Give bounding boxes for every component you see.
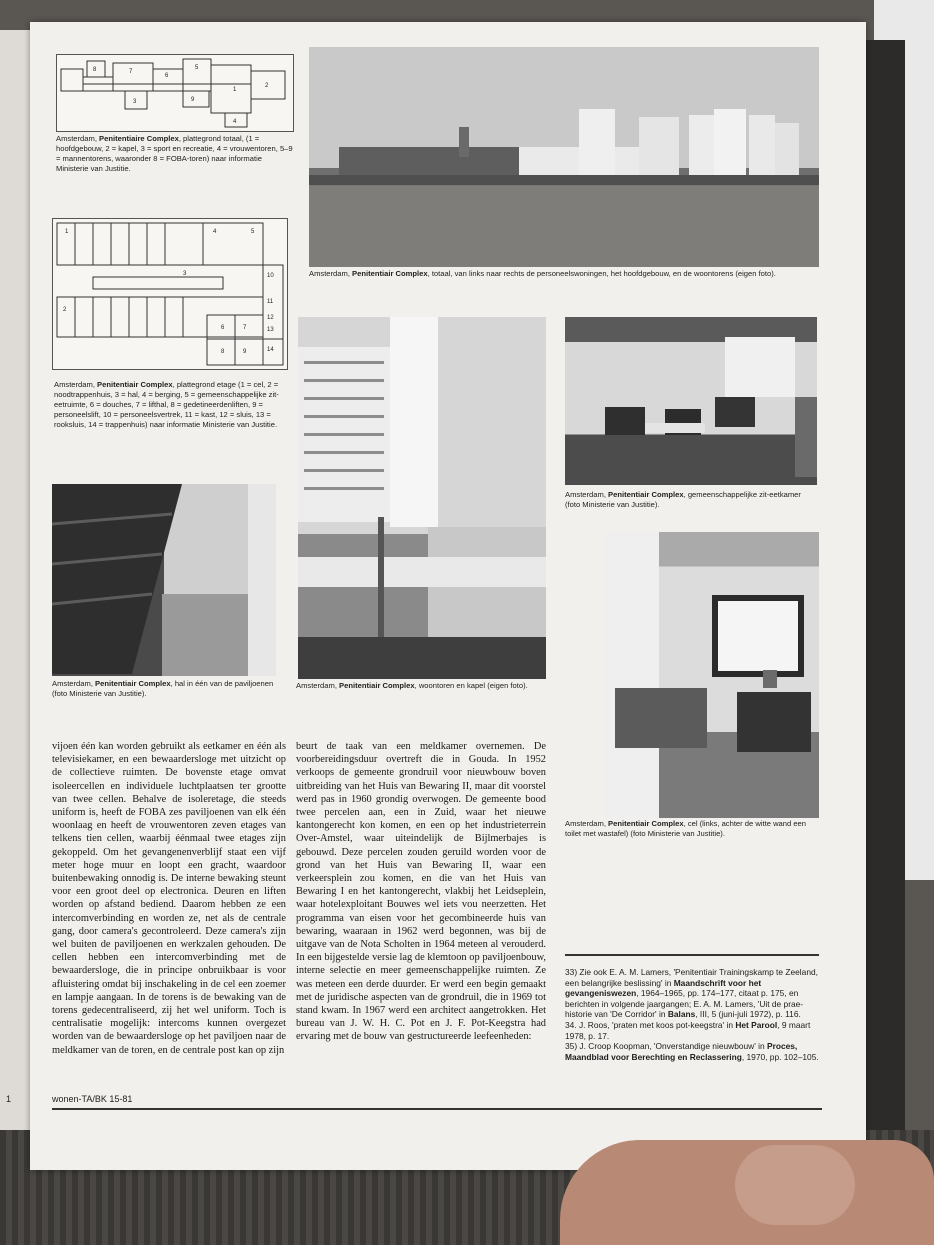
footnote-35: 35) J. Croop Koopman, 'Onverstandige nieuwbouw' in Proces, Maandblad voor Berechting en Reclassering, 1970, pp. 102–105.	[565, 1041, 819, 1062]
plan2-num: 1	[65, 229, 69, 235]
plan2-num: 5	[251, 229, 255, 235]
footnote-33: 33) Zie ook E. A. M. Lamers, 'Penitentiair Trainingskamp te Zeeland, een belangrijke beslissing' in Maandschrift voor het gevangeniswezen, 1964–1965, pp. 174–177, citaat p. 175, en berichten in volgende jaargangen; E. A. M. Lamers, 'Uit de prae-historie van 'De Corridor' in Balans, III, 5 (juni-juli 1972), p. 116.	[565, 967, 818, 1020]
photo-tower-chapel	[298, 317, 546, 679]
journal-footer: wonen-TA/BK 15-81	[52, 1094, 133, 1104]
body-column-2: beurt de taak van een meldkamer overnemen. De voorbereidingsduur overtreft die in Gouda. In 1952 verkoops de gemeente grondruil voor nieuwbouw boven uitbreiding van het Huis van Bewaring II, maar dit voorstel werd pas in 1960 grondig overwogen. De gemeente bood twee percelen aan, een in Zuid, waar het nieuwe kantongerecht kon komen, en een op het industrieterrein Over-Amstel, waar uiteindelijk de Bijlmerbajes is gebouwd. Deze percelen zouden geruild worden voor de grond van het Huis van Bewaring II, waar een verkeersplein zou komen, en die van het Huis van Bewaring I en het kantongerecht, vlakbij het Leidseplein, waar hotelexploitant Bouwes wel iets vou neerzetten. Het programma van eisen voor het gecombineerde huis van bewaring, waaraan in 1962 werd begonnen, was bij de uitgave van de Nota Scholten in 1964 meteen al verouderd. In een bijgestelde versie lag de klemtoon op paviljoenbouw, interne selectie en meer gemeenschappelijke ruimten. Ze was meteen een derde duurder. Er werd een begin gemaakt met de juridische aspecten van de grondruil, die in 1969 tot stand kwam. In 1967 werd een architect aangetrokken. Het bureau van J. W. H. C. Pot en J. F. Pot-Keegstra had ervaring met de bouw van gestructureerde leefeenheden:	[296, 741, 546, 1043]
plan2-num: 13	[267, 327, 274, 333]
caption-floor-plan: Amsterdam, Penitentiair Complex, plattegrond etage (1 = cel, 2 = noodtrappenhuis, 3 = hal, 4 = berging, 5 = gemeenschappelijke zit-eetruimte, 6 = douches, 7 = lifthal, 8 = gedetineerdenliften, 9 = personeelslift, 10 = personeelsvertrek, 11 = kast, 12 = sluis, 13 = rooksluis, 14 = trappenhuis) naar informatie Ministerie van Justitie.	[54, 380, 279, 429]
plan2-num: 14	[267, 347, 274, 353]
caption-common-room: Amsterdam, Penitentiair Complex, gemeenschappelijke zit-eetkamer (foto Ministerie van Justitie).	[565, 490, 801, 509]
plan1-num: 3	[133, 99, 137, 105]
plan1-num: 2	[265, 83, 269, 89]
caption-site-plan: Amsterdam, Penitentiaire Complex, plattegrond totaal, (1 = hoofdgebouw, 2 = kapel, 3 = sport en recreatie, 4 = vrouwentoren, 5–9 = mannentorens, waaronder 8 = FOBA-toren) naar informatie Ministerie van Justitie.	[56, 134, 293, 173]
footnote-rule	[565, 954, 819, 956]
plan2-num: 12	[267, 315, 274, 321]
photo-pavilion-hall	[52, 484, 276, 676]
plan1-num: 5	[195, 65, 199, 71]
photo-complex-overview	[309, 47, 819, 267]
plan1-num: 1	[233, 87, 237, 93]
footnote-34: 34. J. Roos, 'praten met koos pot-keegstra' in Het Parool, 9 maart 1978, p. 17.	[565, 1019, 811, 1041]
plan2-num: 11	[267, 299, 274, 305]
plan2-num: 2	[63, 307, 67, 313]
plan2-num: 3	[183, 271, 187, 277]
thumb	[735, 1145, 855, 1225]
plan1-num: 6	[165, 73, 169, 79]
plan2-num: 6	[221, 325, 225, 331]
site-plan-svg	[57, 55, 293, 131]
binder-cover	[862, 40, 905, 1130]
caption-cell: Amsterdam, Penitentiair Complex, cel (links, achter de witte wand een toilet met wastafel) (foto Ministerie van Justitie).	[565, 819, 806, 838]
skyline-svg	[309, 47, 819, 267]
plan1-num: 7	[129, 69, 133, 75]
magazine-page	[30, 22, 866, 1170]
site-plan-drawing	[56, 54, 294, 132]
common-room-svg	[565, 317, 817, 485]
photo-common-room	[565, 317, 817, 485]
hall-svg	[52, 484, 276, 676]
photo-cell	[603, 532, 819, 818]
footer-rule	[52, 1108, 822, 1110]
caption-tower-chapel: Amsterdam, Penitentiair Complex, woontoren en kapel (eigen foto).	[296, 681, 528, 690]
previous-page-number: 1	[6, 1094, 12, 1104]
caption-pavilion-hall: Amsterdam, Penitentiair Complex, hal in één van de paviljoenen (foto Ministerie van Justitie).	[52, 679, 274, 698]
plan2-num: 10	[267, 273, 274, 279]
plan2-num: 4	[213, 229, 217, 235]
tower-svg	[298, 317, 546, 679]
plan2-num: 7	[243, 325, 247, 331]
plan1-num: 9	[191, 97, 195, 103]
cell-svg	[603, 532, 819, 818]
plan2-num: 8	[221, 349, 225, 355]
floor-plan-svg	[53, 219, 287, 369]
footnotes	[565, 967, 819, 1062]
caption-complex-overview: Amsterdam, Penitentiair Complex, totaal, van links naar rechts de personeelswoningen, het hoofdgebouw, en de woontorens (eigen foto).	[309, 269, 776, 278]
floor-plan-drawing	[52, 218, 288, 370]
plan1-num: 8	[93, 67, 97, 73]
body-column-1: vijoen één kan worden gebruikt als eetkamer en één als televisiekamer, en een bewaardersloge met uitzicht op de collectieve ruimten. De bovenste etage omvat isoleercellen en individuele luchtplaatsen ter grootte van twee cellen. Behalve de isoleretage, die steeds uniform is, heeft de FOBA zes paviljoenen van elk één woonlaag en heeft de vrouwentoren zeven etages van telkens tien cellen, waarbij éénmaal twee etages zijn gekoppeld. Om het gevangenenverblijf staat een vijf meter hoge muur en loopt een gracht, waardoor buitenbewaking onnodig is. De interne bewaking steunt voor een groot deel op electronica. Deuren en liften worden op afstand bediend. Daarom hebben ze een intercomverbinding en worden ze, net als de centrale gang, door camera's gecontroleerd. Deze camera's zijn wel buiten de paviljoenen en werkzalen gehouden. De cellen hebben een intercomverbinding met de bewaardersloge, die in principe onbruikbaar is voor afluistering omdat bij inschakeling in de cel een zoemer en lampje aangaan. In de torens is de bewaking van de torens gedecentraliseerd, zij het wel uniform. Toch is centralisatie mogelijk: intercoms kunnen overgezet worden van de bewaardersloge op het paviljoen naar de meldkamer van de toren, en de centrale post kan op zijn	[52, 741, 286, 1056]
plan1-num: 4	[233, 119, 237, 125]
plan2-num: 9	[243, 349, 247, 355]
